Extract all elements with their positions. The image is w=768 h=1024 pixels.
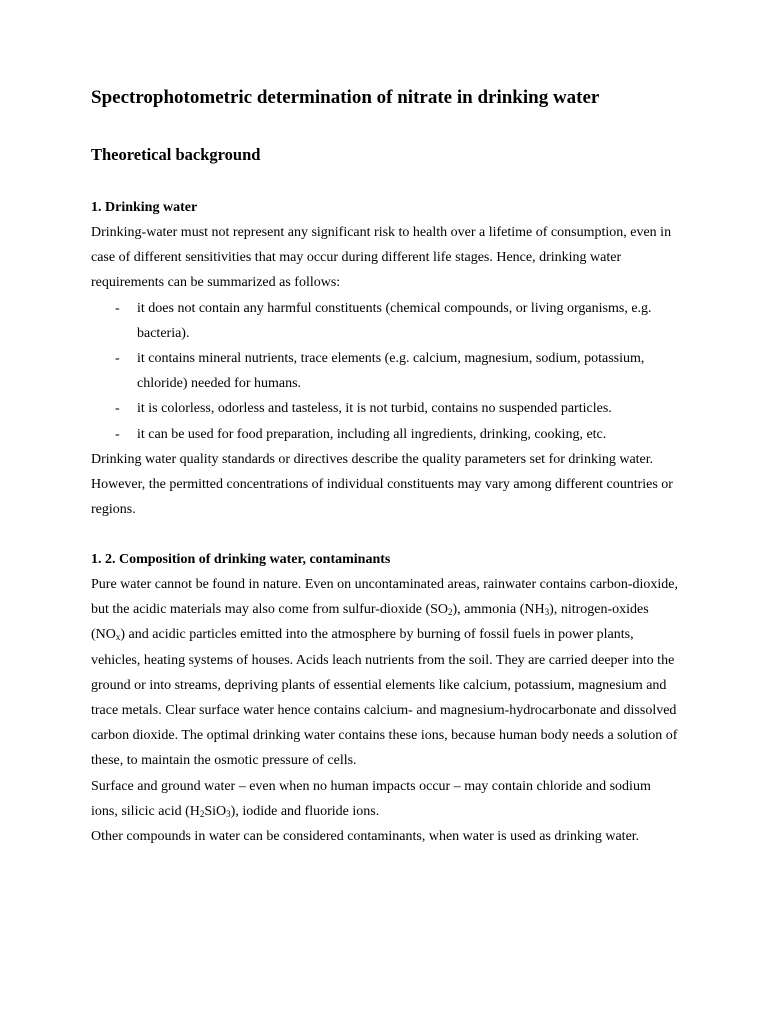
text-run: Surface and ground water – even when no human impacts occur – may contain chloride and sodium ions, silicic acid (H (91, 778, 651, 819)
document-title: Spectrophotometric determination of nitrate in drinking water (91, 87, 600, 108)
subscript: 3 (544, 607, 550, 618)
section2-heading: 1. 2. Composition of drinking water, contaminants (91, 552, 391, 567)
section2-paragraph-3: Other compounds in water can be considered contaminants, when water is used as drinking water. (91, 829, 640, 845)
list-item-text: it can be used for food preparation, including all ingredients, drinking, cooking, etc. (137, 426, 607, 442)
section2-paragraph-1 (91, 572, 681, 774)
subscript: 3 (226, 808, 231, 819)
section1-body (91, 220, 681, 522)
subscript: 2 (448, 607, 453, 618)
text-run: Pure water cannot be found in nature. Even on uncontaminated areas, rainwater contains carbon-dioxide, but the acidic materials may also come from sulfur-dioxide (SO (91, 577, 679, 618)
text-run: ), nitrogen-oxides (NO (91, 602, 649, 643)
text-run: SiO (204, 803, 227, 819)
text-run: ), ammonia (NH (452, 602, 545, 618)
section2-paragraph-2 (91, 774, 681, 824)
section1-closing: Drinking water quality standards or directives describe the quality parameters set for drinking water. However, the permitted concentrations of individual constituents may vary among different countries or regions. (91, 451, 673, 518)
list-item-text: it contains mineral nutrients, trace elements (e.g. calcium, magnesium, sodium, potassium, chloride) needed for humans. (137, 351, 645, 392)
section1-intro: Drinking-water must not represent any significant risk to health over a lifetime of consumption, even in case of different sensitivities that may occur during different life stages. Hence, drinking water requirements can be summarized as follows: (91, 225, 672, 291)
text-run: ) and acidic particles emitted into the atmosphere by burning of fossil fuels in power plants, vehicles, heating systems of houses. Acids leach nutrients from the soil. They are carried deeper into the ground or into streams, depriving plants of essential elements like calcium, potassium, magnesium and trace metals. Clear surface water hence contains calcium- and magnesium-hydrocarbonate and dissolved carbon dioxide. The optimal drinking water contains these ions, because human body needs a solution of these, to maintain the osmotic pressure of cells. (91, 627, 678, 769)
list-item (91, 296, 681, 346)
bullet-marker: - (115, 401, 120, 417)
subscript: x (115, 632, 121, 643)
section-subtitle: Theoretical background (91, 145, 261, 164)
bullet-marker: - (115, 426, 120, 442)
section2-body (91, 572, 681, 849)
list-item (91, 346, 681, 396)
requirements-list (91, 296, 681, 447)
section1-heading: 1. Drinking water (91, 200, 198, 215)
list-item (91, 396, 681, 421)
list-item-text: it is colorless, odorless and tasteless, it is not turbid, contains no suspended particles. (137, 401, 612, 417)
bullet-marker: - (115, 300, 120, 316)
subscript: 2 (199, 808, 205, 819)
bullet-marker: - (115, 351, 120, 367)
list-item-text: it does not contain any harmful constituents (chemical compounds, or living organisms, e.g. bacteria). (137, 300, 652, 341)
text-run: ), iodide and fluoride ions. (230, 803, 380, 819)
list-item (91, 422, 681, 447)
